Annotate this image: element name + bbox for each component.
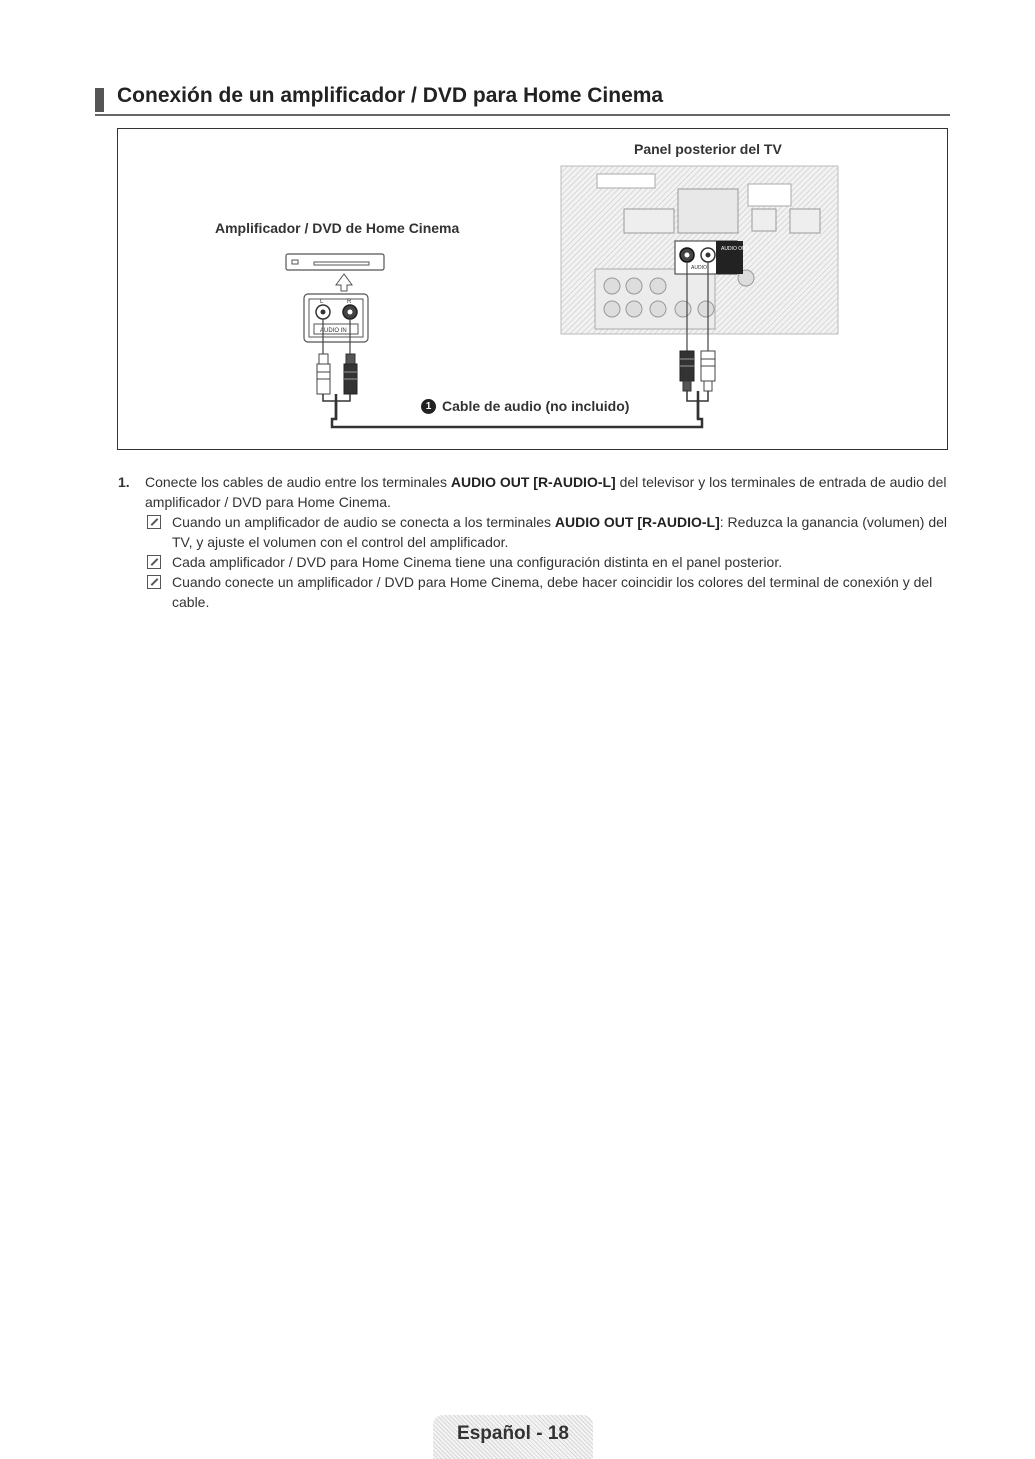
callout-number-icon: 1 — [421, 399, 436, 414]
note-1-text-b: : Reduzca la ganancia (volumen) del TV, y ajuste el volumen con el control del amplificador. — [172, 514, 948, 550]
arrow-up-icon — [336, 274, 352, 291]
amp-port-l-label: L — [320, 299, 324, 305]
note-1 — [118, 512, 950, 552]
tv-panel-label: Panel posterior del TV — [634, 141, 782, 157]
page-title: Conexión de un amplificador / DVD para Home Cinema — [117, 84, 664, 107]
section-header — [95, 84, 950, 116]
tv-audio-out-label: AUDIO OUT — [721, 246, 749, 252]
page-number: Español - 18 — [457, 1423, 569, 1444]
amp-audio-in-label: AUDIO IN — [320, 328, 347, 334]
step-text-bold: AUDIO OUT [R-AUDIO-L] — [450, 474, 616, 490]
step-1 — [118, 472, 950, 512]
dvd-player-icon — [286, 254, 384, 270]
note-2 — [118, 552, 950, 572]
note-1-text-bold: AUDIO OUT [R-AUDIO-L] — [554, 514, 720, 530]
note-1-text-a: Cuando un amplificador de audio se conecta a los terminales — [172, 514, 555, 530]
amplifier-label: Amplificador / DVD de Home Cinema — [215, 220, 460, 236]
step-number: 1. — [118, 474, 130, 490]
page-footer — [433, 1415, 593, 1459]
title-marker — [95, 88, 104, 112]
connection-diagram — [117, 128, 948, 450]
amp-audio-in-panel — [304, 294, 368, 342]
note-3-text: Cuando conecte un amplificador / DVD para Home Cinema, debe hacer coincidir los colores del terminal de conexión y del cable. — [172, 574, 933, 610]
tv-audio-out-jacks — [675, 241, 749, 274]
note-icon — [147, 515, 161, 529]
note-2-text: Cada amplificador / DVD para Home Cinema tiene una configuración distinta en el panel posterior. — [172, 554, 783, 570]
instructions — [118, 472, 950, 612]
tv-audio-label: AUDIO — [691, 265, 707, 271]
step-text-a: Conecte los cables de audio entre los terminales — [145, 474, 451, 490]
step-text-b: del televisor y los terminales de entrada de audio del amplificador / DVD para Home Cinema. — [145, 474, 947, 510]
cable-label-text: Cable de audio (no incluido) — [442, 398, 630, 414]
note-3 — [118, 572, 950, 612]
amp-port-r-label: R — [347, 299, 352, 305]
cable-label — [421, 398, 629, 414]
note-icon — [147, 575, 161, 589]
note-icon — [147, 555, 161, 569]
